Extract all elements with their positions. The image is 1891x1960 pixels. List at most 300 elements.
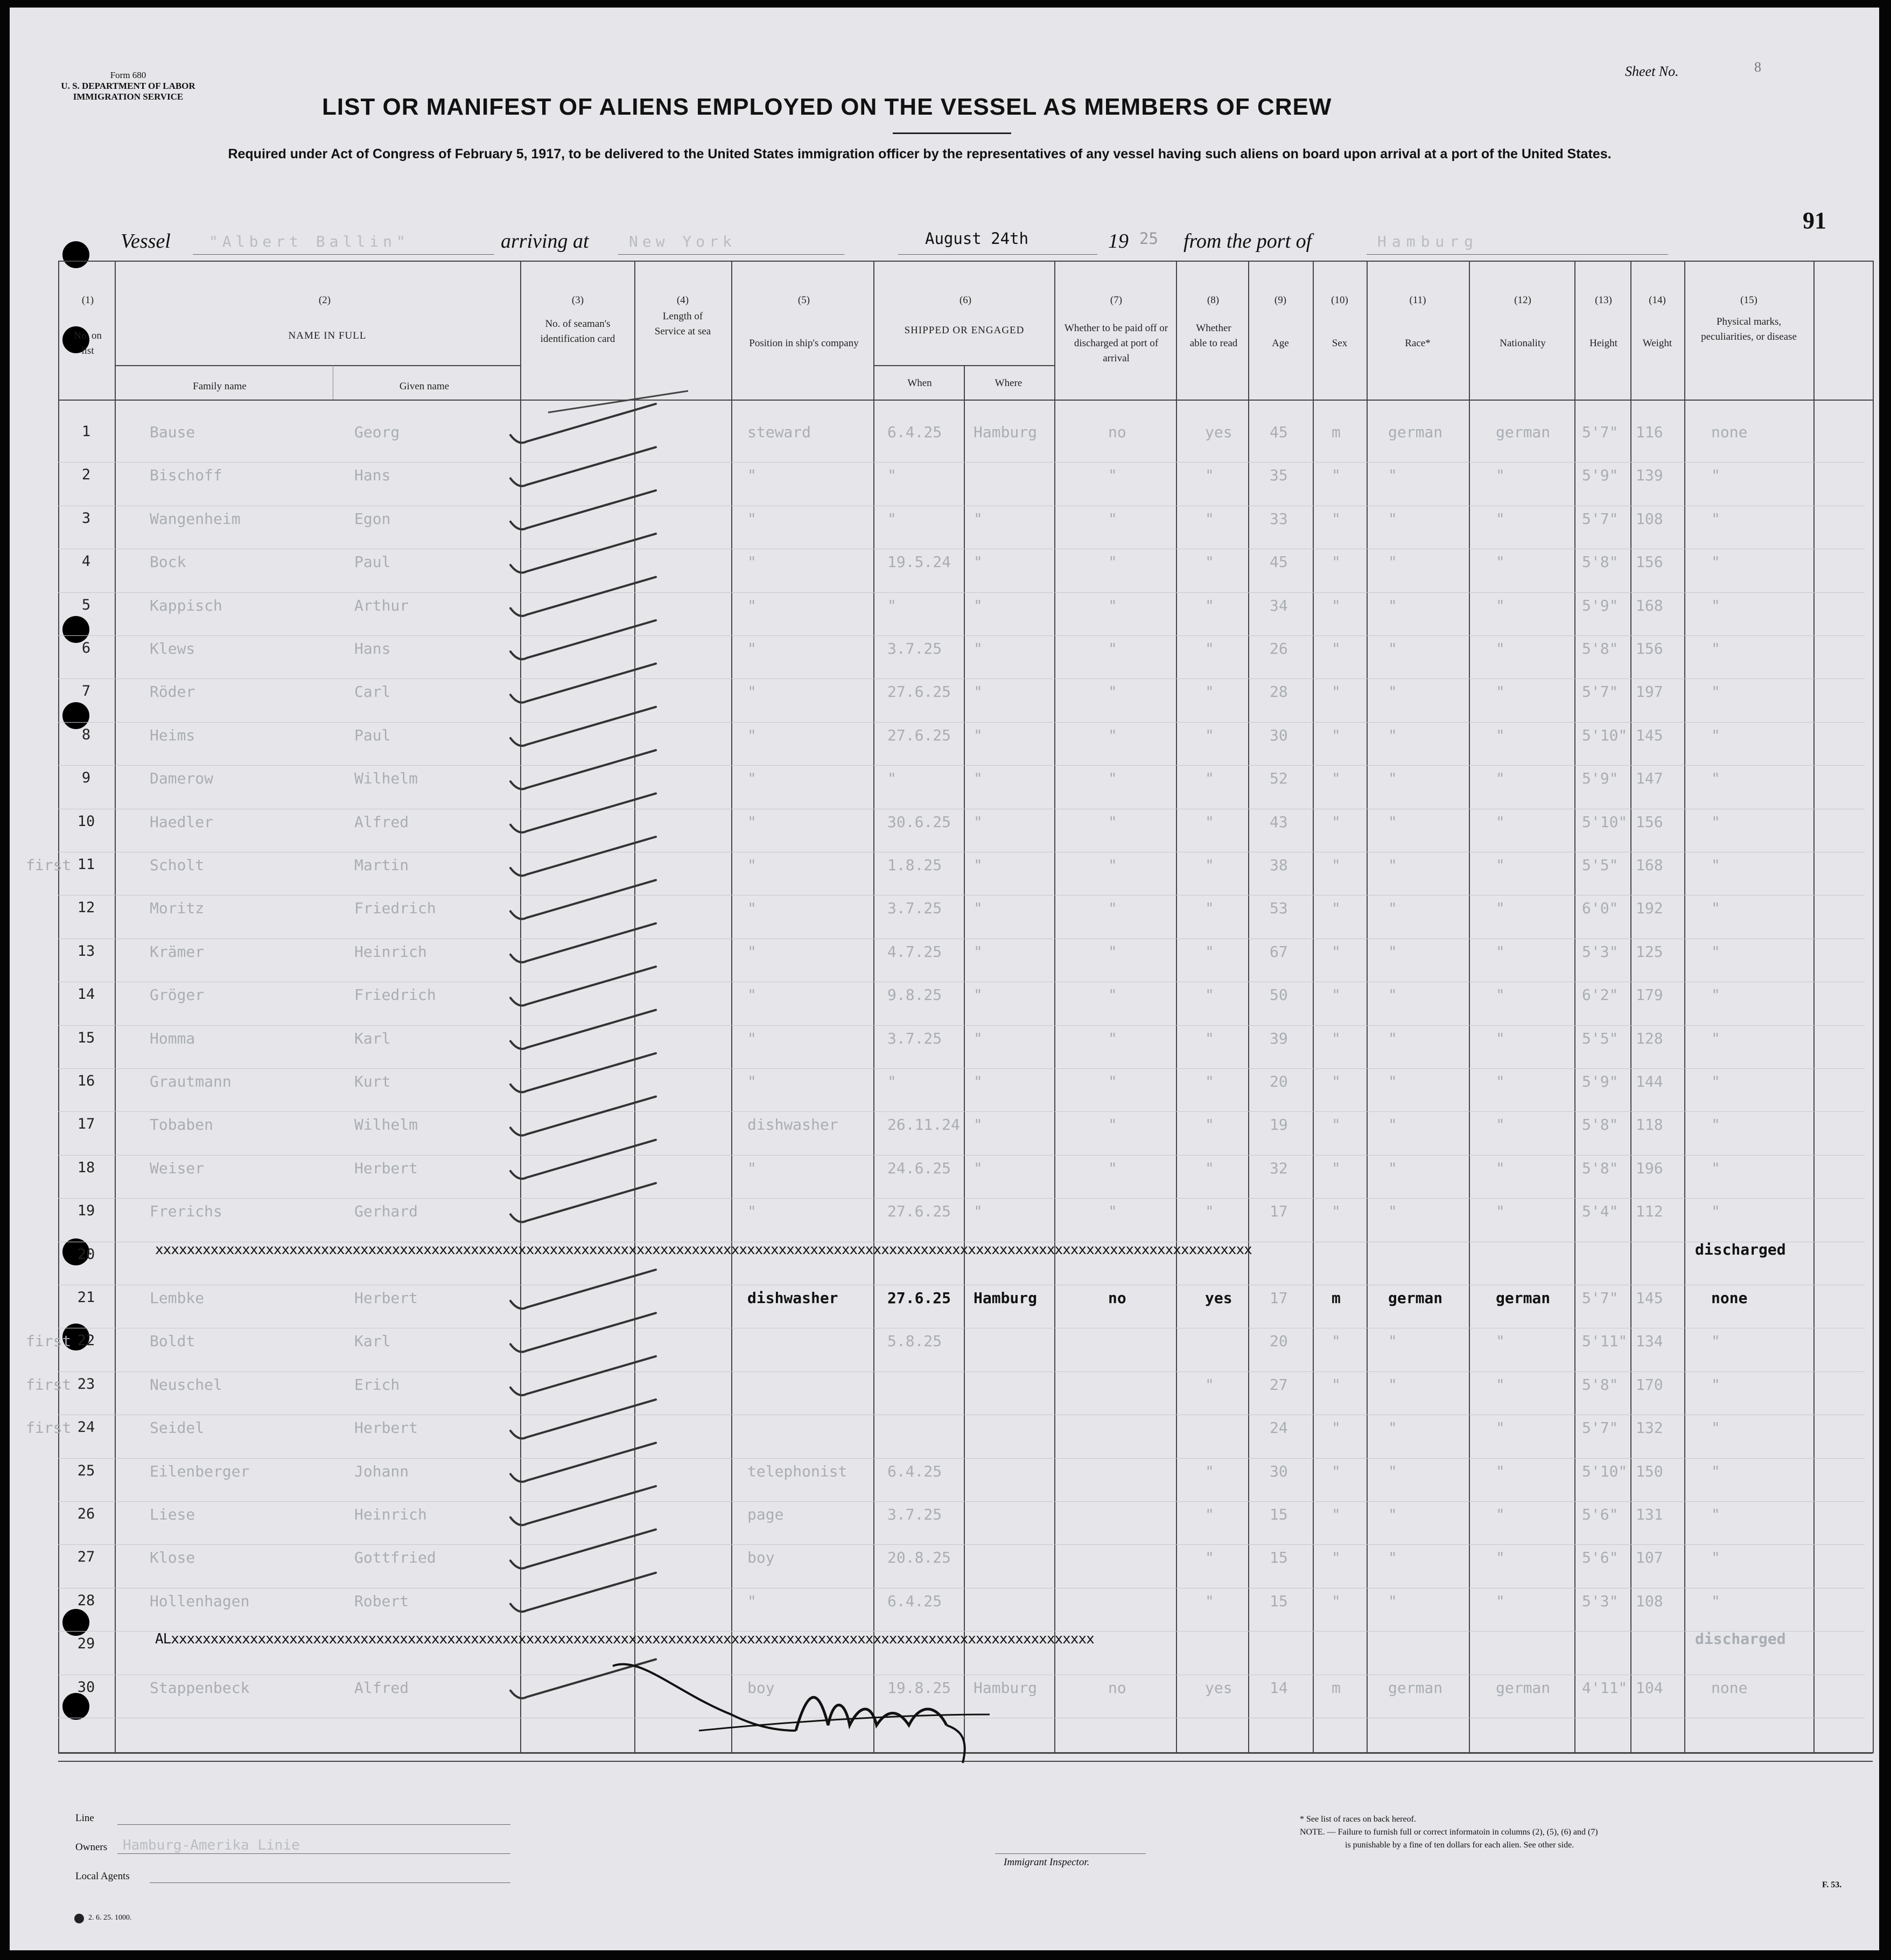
able-to-read-cell: " xyxy=(1205,769,1214,788)
paid-off-cell: " xyxy=(1108,509,1117,528)
family-name-cell: Heims xyxy=(150,726,195,744)
col-family-name: Family name xyxy=(193,381,247,392)
row-number: 15 xyxy=(77,1029,95,1046)
service: IMMIGRATION SERVICE xyxy=(73,92,184,102)
col-weight-num: (14) xyxy=(1649,295,1666,306)
page-number: 91 xyxy=(1803,207,1826,234)
struck-entry: ALxxxxxxxxxxxxxxxxxxxxxxxxxxxxxxxxxxxxxxxxxxxxxxxxxxxxxxxxxxxxxxxxxxxxxxxxxxxxxxxxxxxxxxxxxxxxxxxxxxxxxxxxxxxxxxxxxxxxx xyxy=(155,1631,1094,1648)
discharged-note: discharged xyxy=(1695,1630,1786,1648)
col-service-num: (4) xyxy=(676,295,689,306)
paid-off-cell: " xyxy=(1108,856,1117,874)
col-sex-header: Sex xyxy=(1332,338,1348,349)
family-name-cell: Haedler xyxy=(150,813,214,831)
position-cell: " xyxy=(747,942,757,961)
given-name-cell: Egon xyxy=(354,509,391,528)
row-number: 16 xyxy=(77,1073,95,1089)
col-name-num: (2) xyxy=(318,295,331,306)
vessel-name: "Albert Ballin" xyxy=(209,233,410,250)
physical-marks-cell: " xyxy=(1711,856,1720,874)
position-cell: " xyxy=(747,899,757,918)
weight-cell: 132 xyxy=(1636,1419,1663,1437)
weight-cell: 107 xyxy=(1636,1549,1663,1567)
check-mark xyxy=(510,837,656,876)
weight-cell: 125 xyxy=(1636,942,1663,961)
col-read-header: Whether able to read xyxy=(1189,323,1238,349)
year-value: 25 xyxy=(1139,229,1158,248)
row-number: 14 xyxy=(77,986,95,1003)
row-number: 3 xyxy=(81,509,91,527)
able-to-read-cell: " xyxy=(1205,942,1214,961)
family-name-cell: Krämer xyxy=(150,942,205,961)
age-cell: 24 xyxy=(1270,1419,1288,1437)
weight-cell: 118 xyxy=(1636,1116,1663,1134)
physical-marks-cell: " xyxy=(1711,640,1720,657)
height-cell: 5'6" xyxy=(1582,1506,1619,1523)
sex-cell: m xyxy=(1332,1289,1341,1307)
vessel-label: Vessel xyxy=(121,230,171,253)
page-subtitle: Required under Act of Congress of February 5, 1917, to be delivered to the United States immigration officer by the representatives of any vessel having such aliens on board upon arrival at a port of the United States. xyxy=(228,146,1612,162)
position-cell: " xyxy=(747,726,757,744)
shipped-when-cell: " xyxy=(887,509,897,528)
family-name-cell: Röder xyxy=(150,683,195,701)
sex-cell: " xyxy=(1332,1549,1341,1567)
given-name-cell: Herbert xyxy=(354,1419,418,1437)
height-cell: 5'5" xyxy=(1582,1029,1619,1047)
sex-cell: " xyxy=(1332,509,1341,528)
nationality-cell: " xyxy=(1496,640,1505,657)
row-number: 23 xyxy=(77,1375,95,1392)
shipped-when-cell: 27.6.25 xyxy=(887,1289,951,1307)
struck-entry: xxxxxxxxxxxxxxxxxxxxxxxxxxxxxxxxxxxxxxxxxxxxxxxxxxxxxxxxxxxxxxxxxxxxxxxxxxxxxxxxxxxxxxxxxxxxxxxxxxxxxxxxxxxxxxxxxxxxxxxxxxxxxxxxxxxxxxxxxxx xyxy=(155,1241,1252,1258)
agents-underline xyxy=(150,1882,510,1883)
family-name-cell: Boldt xyxy=(150,1332,195,1350)
family-name-cell: Lembke xyxy=(150,1289,205,1307)
height-cell: 5'10" xyxy=(1582,726,1628,744)
race-cell: " xyxy=(1388,509,1397,528)
physical-marks-cell: " xyxy=(1711,683,1720,701)
height-cell: 5'7" xyxy=(1582,509,1619,528)
row-number: 21 xyxy=(77,1289,95,1306)
race-cell: " xyxy=(1388,1506,1397,1523)
sex-cell: " xyxy=(1332,813,1341,831)
physical-marks-cell: " xyxy=(1711,899,1720,918)
paid-off-cell: " xyxy=(1108,726,1117,744)
nationality-cell: " xyxy=(1496,1116,1505,1134)
age-cell: 20 xyxy=(1270,1073,1288,1090)
row-number: 20 xyxy=(77,1245,95,1263)
physical-marks-cell: " xyxy=(1711,1462,1720,1480)
shipped-where-cell: " xyxy=(973,899,983,918)
family-name-cell: Bischoff xyxy=(150,466,222,485)
able-to-read-cell: " xyxy=(1205,466,1214,485)
height-cell: 4'11" xyxy=(1582,1678,1628,1697)
row-number: 1 xyxy=(81,423,91,440)
row-number: 24 xyxy=(77,1419,95,1436)
given-name-cell: Karl xyxy=(354,1332,391,1350)
nationality-cell: " xyxy=(1496,769,1505,788)
race-cell: " xyxy=(1388,640,1397,657)
paid-off-cell: " xyxy=(1108,899,1117,918)
sex-cell: " xyxy=(1332,1073,1341,1090)
race-cell: " xyxy=(1388,899,1397,918)
age-cell: 15 xyxy=(1270,1592,1288,1610)
inspector-signature xyxy=(591,1650,1000,1774)
race-cell: german xyxy=(1388,1289,1443,1307)
sheet-no-label: Sheet No. xyxy=(1625,64,1679,79)
weight-cell: 168 xyxy=(1636,856,1663,874)
physical-marks-cell: " xyxy=(1711,942,1720,961)
paid-off-cell: " xyxy=(1108,1202,1117,1221)
col-card-num: (3) xyxy=(571,295,584,306)
age-cell: 27 xyxy=(1270,1375,1288,1394)
nationality-cell: " xyxy=(1496,1592,1505,1610)
given-name-cell: Georg xyxy=(354,423,400,441)
shipped-when-cell: 27.6.25 xyxy=(887,1202,951,1221)
nationality-cell: " xyxy=(1496,1073,1505,1090)
shipped-when-cell: 1.8.25 xyxy=(887,856,942,874)
position-cell: page xyxy=(747,1506,784,1523)
col-race-num: (11) xyxy=(1409,295,1426,306)
row-number: 19 xyxy=(77,1202,95,1220)
position-cell: " xyxy=(747,1073,757,1090)
family-name-cell: Wangenheim xyxy=(150,509,241,528)
col-sex-num: (10) xyxy=(1331,295,1348,306)
shipped-when-cell: 26.11.24 xyxy=(887,1116,960,1134)
sex-cell: " xyxy=(1332,553,1341,571)
family-name-cell: Gröger xyxy=(150,986,205,1004)
margin-note: first xyxy=(26,1332,72,1350)
nationality-cell: " xyxy=(1496,813,1505,831)
weight-cell: 116 xyxy=(1636,423,1663,441)
col-age-num: (9) xyxy=(1274,295,1287,306)
race-cell: " xyxy=(1388,466,1397,485)
position-cell: " xyxy=(747,509,757,528)
departure-port: Hamburg xyxy=(1377,233,1479,250)
age-cell: 32 xyxy=(1270,1159,1288,1177)
sex-cell: " xyxy=(1332,856,1341,874)
check-mark xyxy=(510,663,656,702)
row-number: 25 xyxy=(77,1462,95,1479)
diagonal-pencil-line xyxy=(548,391,688,412)
race-cell: " xyxy=(1388,1029,1397,1047)
col-height-header: Height xyxy=(1589,338,1617,349)
shipped-when-cell: 9.8.25 xyxy=(887,986,942,1004)
height-cell: 5'8" xyxy=(1582,1159,1619,1177)
height-cell: 5'7" xyxy=(1582,683,1619,701)
race-cell: " xyxy=(1388,813,1397,831)
family-name-cell: Neuschel xyxy=(150,1375,222,1394)
col-shipped-num: (6) xyxy=(959,295,972,306)
check-mark xyxy=(510,1356,656,1395)
family-name-cell: Seidel xyxy=(150,1419,205,1437)
age-cell: 30 xyxy=(1270,726,1288,744)
age-cell: 30 xyxy=(1270,1462,1288,1480)
weight-cell: 147 xyxy=(1636,769,1663,788)
race-cell: " xyxy=(1388,1375,1397,1394)
sex-cell: " xyxy=(1332,1506,1341,1523)
paid-off-cell: " xyxy=(1108,640,1117,657)
col-when: When xyxy=(907,377,932,389)
shipped-where-cell: " xyxy=(973,1116,983,1134)
paid-off-cell: no xyxy=(1108,423,1126,441)
age-cell: 17 xyxy=(1270,1289,1288,1307)
col-age-header: Age xyxy=(1272,338,1289,349)
sex-cell: " xyxy=(1332,640,1341,657)
nationality-cell: " xyxy=(1496,466,1505,485)
col-paid-header: Whether to be paid off or discharged at port of arrival xyxy=(1064,323,1168,364)
weight-cell: 128 xyxy=(1636,1029,1663,1047)
weight-cell: 196 xyxy=(1636,1159,1663,1177)
sex-cell: " xyxy=(1332,1419,1341,1437)
row-number: 11 xyxy=(77,856,95,873)
race-cell: " xyxy=(1388,596,1397,614)
race-cell: " xyxy=(1388,1073,1397,1090)
position-cell: " xyxy=(747,596,757,614)
race-cell: " xyxy=(1388,856,1397,874)
family-name-cell: Moritz xyxy=(150,899,205,918)
agents-label: Local Agents xyxy=(75,1871,130,1882)
nationality-cell: " xyxy=(1496,1029,1505,1047)
nationality-cell: " xyxy=(1496,596,1505,614)
given-name-cell: Heinrich xyxy=(354,1506,427,1523)
family-name-cell: Stappenbeck xyxy=(150,1678,250,1697)
sex-cell: " xyxy=(1332,899,1341,918)
arrival-port: New York xyxy=(629,233,736,250)
physical-marks-cell: " xyxy=(1711,1375,1720,1394)
height-cell: 5'8" xyxy=(1582,553,1619,571)
col-no-num: (1) xyxy=(81,295,94,306)
shipped-where-cell: " xyxy=(973,769,983,788)
height-cell: 5'5" xyxy=(1582,856,1619,874)
age-cell: 53 xyxy=(1270,899,1288,918)
able-to-read-cell: " xyxy=(1205,640,1214,657)
check-mark xyxy=(510,1486,656,1525)
able-to-read-cell: " xyxy=(1205,1159,1214,1177)
race-cell: " xyxy=(1388,1159,1397,1177)
given-name-cell: Carl xyxy=(354,683,391,701)
nationality-cell: " xyxy=(1496,899,1505,918)
age-cell: 39 xyxy=(1270,1029,1288,1047)
physical-marks-cell: " xyxy=(1711,1332,1720,1350)
age-cell: 33 xyxy=(1270,509,1288,528)
paid-off-cell: " xyxy=(1108,1159,1117,1177)
col-card-header: No. of seaman's identification card xyxy=(540,318,615,345)
given-name-cell: Friedrich xyxy=(354,899,436,918)
given-name-cell: Herbert xyxy=(354,1289,418,1307)
family-name-cell: Scholt xyxy=(150,856,205,874)
check-mark xyxy=(510,880,656,919)
sex-cell: m xyxy=(1332,423,1341,441)
position-cell: " xyxy=(747,1592,757,1610)
check-mark xyxy=(510,491,656,529)
nationality-cell: " xyxy=(1496,986,1505,1004)
given-name-cell: Erich xyxy=(354,1375,400,1394)
paid-off-cell: " xyxy=(1108,942,1117,961)
age-cell: 38 xyxy=(1270,856,1288,874)
height-cell: 6'2" xyxy=(1582,986,1619,1004)
nationality-cell: german xyxy=(1496,1289,1551,1307)
height-cell: 5'9" xyxy=(1582,769,1619,788)
height-cell: 5'3" xyxy=(1582,1592,1619,1610)
paid-off-cell: no xyxy=(1108,1289,1126,1307)
line-underline xyxy=(117,1824,510,1825)
row-number: 6 xyxy=(81,640,91,656)
given-name-cell: Friedrich xyxy=(354,986,436,1004)
col-marks-header: Physical marks, peculiarities, or disease xyxy=(1701,316,1797,342)
check-mark xyxy=(510,1096,656,1135)
row-number: 26 xyxy=(77,1506,95,1522)
weight-cell: 139 xyxy=(1636,466,1663,485)
row-number: 4 xyxy=(81,553,91,570)
position-cell: " xyxy=(747,813,757,831)
check-mark xyxy=(510,1443,656,1482)
shipped-when-cell: " xyxy=(887,769,897,788)
weight-cell: 156 xyxy=(1636,640,1663,657)
form-code: F. 53. xyxy=(1822,1880,1842,1889)
check-mark xyxy=(510,967,656,1005)
row-number: 29 xyxy=(77,1635,95,1653)
family-name-cell: Kappisch xyxy=(150,596,222,614)
race-cell: " xyxy=(1388,1592,1397,1610)
family-name-cell: Klews xyxy=(150,640,195,657)
given-name-cell: Wilhelm xyxy=(354,769,418,788)
age-cell: 15 xyxy=(1270,1506,1288,1523)
given-name-cell: Hans xyxy=(354,640,391,657)
margin-note: first xyxy=(26,1419,72,1437)
given-name-cell: Alfred xyxy=(354,813,409,831)
given-name-cell: Gerhard xyxy=(354,1202,418,1221)
form-number: Form 680 xyxy=(110,70,146,80)
manifest-sheet xyxy=(10,8,1879,1950)
family-name-cell: Tobaben xyxy=(150,1116,214,1134)
given-name-cell: Johann xyxy=(354,1462,409,1480)
shipped-where-cell: " xyxy=(973,509,983,528)
shipped-when-cell: 6.4.25 xyxy=(887,1462,942,1480)
paid-off-cell: " xyxy=(1108,813,1117,831)
height-cell: 5'11" xyxy=(1582,1332,1628,1350)
col-no-header: No. on list xyxy=(74,330,102,356)
weight-cell: 170 xyxy=(1636,1375,1663,1394)
nationality-cell: " xyxy=(1496,683,1505,701)
col-service-header: Length of Service at sea xyxy=(654,311,711,337)
physical-marks-cell: " xyxy=(1711,986,1720,1004)
family-name-cell: Frerichs xyxy=(150,1202,222,1221)
print-code: 2. 6. 25. 1000. xyxy=(88,1914,132,1922)
owners-label: Owners xyxy=(75,1842,108,1853)
col-shipped-header: SHIPPED OR ENGAGED xyxy=(904,325,1025,336)
family-name-cell: Weiser xyxy=(150,1159,205,1177)
race-cell: " xyxy=(1388,942,1397,961)
row-number: 7 xyxy=(81,683,91,700)
able-to-read-cell: " xyxy=(1205,986,1214,1004)
physical-marks-cell: " xyxy=(1711,1592,1720,1610)
height-cell: 5'9" xyxy=(1582,596,1619,614)
able-to-read-cell: " xyxy=(1205,899,1214,918)
age-cell: 43 xyxy=(1270,813,1288,831)
weight-cell: 134 xyxy=(1636,1332,1663,1350)
physical-marks-cell: none xyxy=(1711,1289,1748,1307)
row-number: 30 xyxy=(77,1678,95,1696)
col-paid-num: (7) xyxy=(1110,295,1123,306)
nationality-cell: " xyxy=(1496,856,1505,874)
shipped-when-cell: 5.8.25 xyxy=(887,1332,942,1350)
shipped-when-cell: 3.7.25 xyxy=(887,640,942,657)
paid-off-cell: " xyxy=(1108,683,1117,701)
race-cell: " xyxy=(1388,1116,1397,1134)
position-cell: boy xyxy=(747,1678,775,1697)
check-mark xyxy=(510,1270,656,1308)
shipped-where-cell: " xyxy=(973,942,983,961)
able-to-read-cell: " xyxy=(1205,509,1214,528)
position-cell: " xyxy=(747,466,757,485)
nationality-cell: " xyxy=(1496,1506,1505,1523)
weight-cell: 156 xyxy=(1636,553,1663,571)
able-to-read-cell: " xyxy=(1205,726,1214,744)
race-cell: german xyxy=(1388,1678,1443,1697)
able-to-read-cell: " xyxy=(1205,1073,1214,1090)
sex-cell: " xyxy=(1332,1202,1341,1221)
shipped-when-cell: 30.6.25 xyxy=(887,813,951,831)
physical-marks-cell: " xyxy=(1711,1202,1720,1221)
age-cell: 20 xyxy=(1270,1332,1288,1350)
physical-marks-cell: " xyxy=(1711,1029,1720,1047)
row-number: 13 xyxy=(77,942,95,960)
able-to-read-cell: " xyxy=(1205,1029,1214,1047)
physical-marks-cell: " xyxy=(1711,813,1720,831)
paid-off-cell: " xyxy=(1108,553,1117,571)
able-to-read-cell: " xyxy=(1205,813,1214,831)
given-name-cell: Wilhelm xyxy=(354,1116,418,1134)
physical-marks-cell: " xyxy=(1711,1549,1720,1567)
sex-cell: " xyxy=(1332,466,1341,485)
able-to-read-cell: yes xyxy=(1205,1289,1232,1307)
row-number: 28 xyxy=(77,1592,95,1609)
paid-off-cell: " xyxy=(1108,769,1117,788)
able-to-read-cell: " xyxy=(1205,596,1214,614)
shipped-when-cell: " xyxy=(887,596,897,614)
col-read-num: (8) xyxy=(1207,295,1220,306)
height-cell: 5'8" xyxy=(1582,1375,1619,1394)
race-cell: " xyxy=(1388,553,1397,571)
nationality-cell: " xyxy=(1496,1375,1505,1394)
family-name-cell: Homma xyxy=(150,1029,195,1047)
year-prefix: 19 xyxy=(1108,230,1129,253)
col-given-name: Given name xyxy=(399,381,450,392)
check-mark xyxy=(510,1183,656,1222)
nationality-cell: " xyxy=(1496,509,1505,528)
sex-cell: m xyxy=(1332,1678,1341,1697)
sex-cell: " xyxy=(1332,683,1341,701)
height-cell: 5'7" xyxy=(1582,423,1619,441)
position-cell: telephonist xyxy=(747,1462,848,1480)
race-cell: german xyxy=(1388,423,1443,441)
col-marks-num: (15) xyxy=(1740,295,1757,306)
position-cell: " xyxy=(747,1202,757,1221)
shipped-when-cell: 19.5.24 xyxy=(887,553,951,571)
col-weight-header: Weight xyxy=(1642,338,1672,349)
paid-off-cell: " xyxy=(1108,1116,1117,1134)
age-cell: 26 xyxy=(1270,640,1288,657)
height-cell: 6'0" xyxy=(1582,899,1619,918)
col-race-header: Race* xyxy=(1405,338,1431,349)
sex-cell: " xyxy=(1332,1116,1341,1134)
shipped-where-cell: " xyxy=(973,640,983,657)
family-name-cell: Grautmann xyxy=(150,1073,232,1090)
race-cell: " xyxy=(1388,1549,1397,1567)
given-name-cell: Martin xyxy=(354,856,409,874)
race-cell: " xyxy=(1388,683,1397,701)
nationality-cell: " xyxy=(1496,726,1505,744)
